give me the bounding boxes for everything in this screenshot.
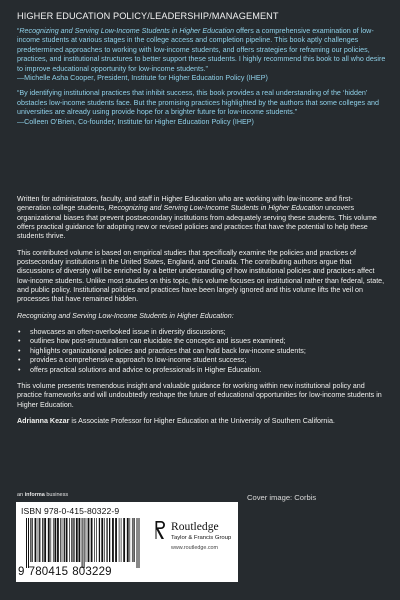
list-item: • highlights organizational policies and practices that can hold back low-income students; [27, 347, 385, 356]
barcode-icon [24, 518, 140, 568]
author-name: Adrianna Kezar [17, 416, 70, 425]
list-item: • showcases an often-overlooked issue in diversity discussions; [27, 328, 385, 337]
cover-image-credit: Cover image: Corbis [247, 493, 317, 502]
barcode-panel [16, 502, 238, 582]
body-paragraph: This contributed volume is based on empirical studies that specifically examine the policies and practices of postsecondary institutions in the United States, England, and Canada. The contributing authors argue that discussions of diversity will be enriched by a better understanding of how institutional policies and practices affect low-income students. Unlike most studies on this topic, this volume focuses on institutional rather than federal, state, and public policy. Institutional policies and practices have been largely ignored and this volume lifts the veil on processes that have remained hidden. [17, 248, 385, 304]
list-item: • offers practical solutions and advice to professionals in Higher Education. [27, 366, 385, 375]
closing-paragraph: This volume presents tremendous insight and valuable guidance for working within new institutional policy and practice frameworks and will undoubtedly reshape the future of educational opportunities for low-income students in Higher Education. [17, 381, 382, 409]
series-heading: HIGHER EDUCATION POLICY/LEADERSHIP/MANAGEMENT [17, 11, 279, 21]
list-intro: Recognizing and Serving Low-Income Students in Higher Education: [17, 311, 234, 320]
endorsement-text: offers a comprehensive examination of low-income students at various stages in the college access and completion pipeline. This book aptly challenges predetermined approaches to working with low-income students, and offers strategies for reframing our policies, practices, and institutional structures to better support these students. I highly recommend this book to all who desire to improve educational opportunity for low-income students.” [17, 27, 386, 73]
endorsement-book-title: Recognizing and Serving Low-Income Students in Higher Education [19, 27, 235, 35]
intro-book-title: Recognizing and Serving Low-Income Students in Higher Education [108, 204, 324, 213]
routledge-logo-icon [154, 520, 166, 540]
endorsement-quote-2: “By identifying institutional practices that inhibit success, this book provides a real understanding of the ‘hidden’ obstacles low-income students face. But the promising practices highlighted by the authors that some colleges and universities are already using provide hope for a brighter future for low-income students.” [17, 89, 379, 117]
author-bio: Adrianna Kezar is Associate Professor for Higher Education at the University of Southern California. [17, 416, 335, 425]
endorsement-attribution-2: —Colleen O’Brien, Co-founder, Institute for Higher Education Policy (IHEP) [17, 117, 254, 126]
publisher-group: Taylor & Francis Group [171, 535, 232, 541]
endorsement-quote-1: “Recognizing and Serving Low-Income Students in Higher Education offers a comprehensive examination of low-income students at various stages in the college access and completion pipeline. This book aptly challenges predetermined approaches to working with low-income students, and offers strategies for reframing our policies, practices, and institutional structures to better support these students. I highly recommend this book to all who desire to improve educational opportunity for low-income students.” [17, 27, 386, 73]
list-item: • outlines how post-structuralism can elucidate the concepts and issues examined; [27, 337, 385, 346]
publisher-url: www.routledge.com [171, 545, 219, 551]
list-item: • provides a comprehensive approach to low-income student success; [27, 356, 385, 365]
feature-list [17, 328, 385, 375]
publisher-name: Routledge [171, 520, 219, 533]
informa-business-tag: an informa business [17, 492, 69, 498]
isbn-label: ISBN 978-0-415-80322-9 [21, 506, 120, 516]
endorsement-attribution-1: —Michelle Asha Cooper, President, Institute for Higher Education Policy (IHEP) [17, 74, 268, 83]
barcode-digits: 9 780415 803229 [18, 566, 112, 578]
endorsements [17, 27, 387, 133]
intro-paragraph: Written for administrators, faculty, and staff in Higher Education who are working with low-income and first-generation college students, Recognizing and Serving Low-Income Students in Higher Education uncovers organizational biases that prevent postsecondary institutions from adequately serving these students. This volume offers practical guidance for adopting new or revised policies and practices that have the potential to help these students thrive. [17, 195, 377, 241]
description [17, 195, 385, 433]
